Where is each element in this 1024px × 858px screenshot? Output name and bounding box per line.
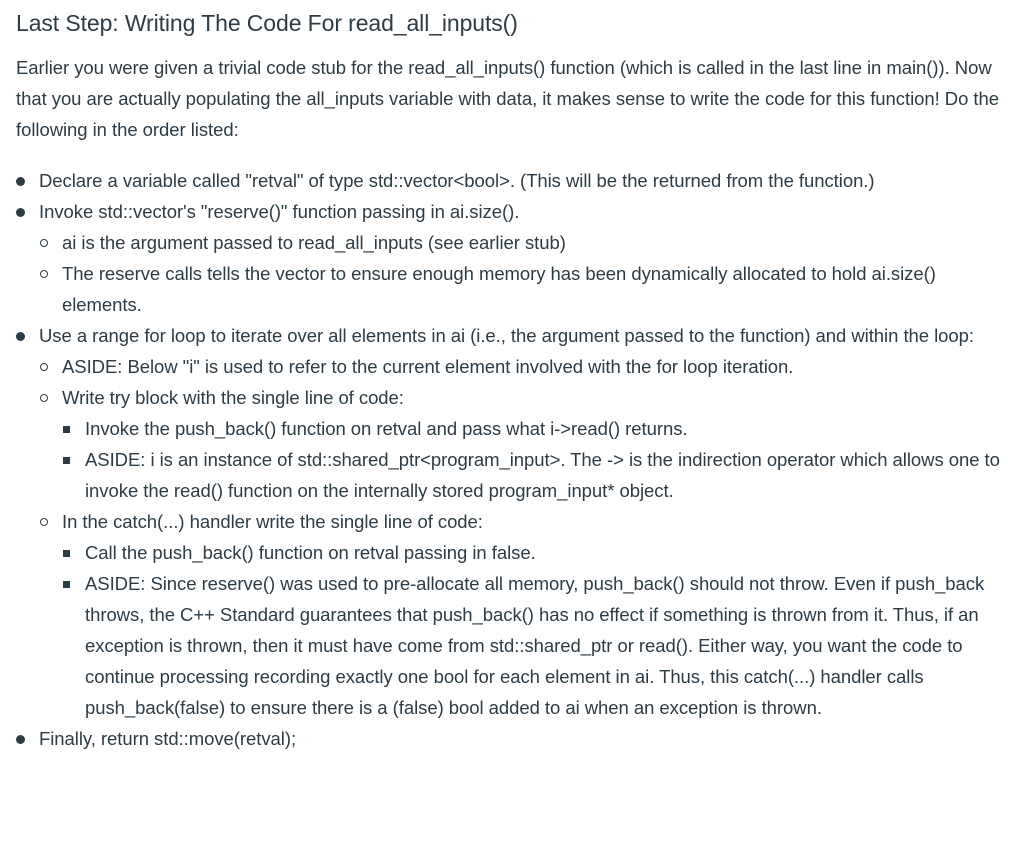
bullet-circle-icon [40,394,48,402]
list-item [16,196,1012,320]
list-item-text: Finally, return std::move(retval); [39,728,297,749]
bullet-disc-icon [16,332,25,341]
list-item-text: Write try block with the single line of code: [62,387,404,408]
sub-sub-list [62,413,1012,506]
list-item [62,537,1012,568]
list-item [39,227,1012,258]
bullet-circle-icon [40,270,48,278]
list-item-text: Invoke std::vector's "reserve()" function passing in ai.size(). [39,201,520,222]
list-item [16,723,1012,754]
sub-list [39,351,1012,723]
list-item [62,568,1012,723]
list-item-text: ai is the argument passed to read_all_inputs (see earlier stub) [62,232,566,253]
list-item-text: The reserve calls tells the vector to ensure enough memory has been dynamically allocated to hold ai.size() elements. [62,263,936,315]
bullet-square-icon [63,581,70,588]
intro-paragraph: Earlier you were given a trivial code stub for the read_all_inputs() function (which is called in the last line in main()). Now that you are actually populating the all_inputs variable with data, it makes sense to write the code for this function! Do the following in the order listed: [16,57,999,140]
list-item [39,258,1012,320]
list-item [62,444,1012,506]
list-item-text: In the catch(...) handler write the single line of code: [62,511,483,532]
list-item-text: Use a range for loop to iterate over all elements in ai (i.e., the argument passed to the function) and within the loop: [39,325,974,346]
list-item [39,506,1012,723]
sub-sub-list [62,537,1012,723]
bullet-square-icon [63,550,70,557]
list-item [16,320,1012,723]
list-item-text: ASIDE: Since reserve() was used to pre-allocate all memory, push_back() should not throw. Even if push_back throws, the C++ Standard guarantees that push_back() has no effect if something is thrown from it. Thus, if an exception is thrown, then it must have come from std::shared_ptr or read(). Either way, you want the code to continue processing recording exactly one bool for each element in ai. Thus, this catch(...) handler calls push_back(false) to ensure there is a (false) bool added to ai when an exception is thrown. [85,573,985,718]
bullet-circle-icon [40,239,48,247]
bullet-circle-icon [40,518,48,526]
list-item-text: ASIDE: i is an instance of std::shared_ptr<program_input>. The -> is the indirection operator which allows one to invoke the read() function on the internally stored program_input* object. [85,449,1000,501]
list-item [16,165,1012,196]
list-item-text: Call the push_back() function on retval passing in false. [85,542,536,563]
sub-list [39,227,1012,320]
list-item [39,382,1012,506]
bullet-disc-icon [16,177,25,186]
list-item-text: Declare a variable called "retval" of type std::vector<bool>. (This will be the returned from the function.) [39,170,875,191]
bullet-disc-icon [16,735,25,744]
list-item [39,351,1012,382]
bullet-circle-icon [40,363,48,371]
bullet-square-icon [63,457,70,464]
bullet-disc-icon [16,208,25,217]
list-item-text: ASIDE: Below "i" is used to refer to the current element involved with the for loop iteration. [62,356,794,377]
steps-list [16,165,1012,754]
bullet-square-icon [63,426,70,433]
list-item-text: Invoke the push_back() function on retval and pass what i->read() returns. [85,418,688,439]
page-title: Last Step: Writing The Code For read_all_inputs() [16,10,518,36]
list-item [62,413,1012,444]
